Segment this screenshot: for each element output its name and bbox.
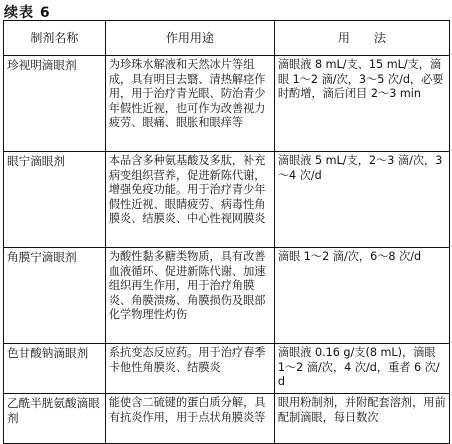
drug-usage: 滴眼液 8 mL/支、15 mL/支，滴眼 1～2 滴/次，3～5 次/d，必要时酌增，滴后闭目 2～3 min xyxy=(274,56,449,152)
drug-usage: 滴眼液 5 mL/支，2～3 滴/次，3～4 次/d xyxy=(274,152,449,248)
drug-name: 乙酰半胱氨酸滴眼剂 xyxy=(4,394,106,444)
drug-usage: 滴眼液 0.16 g/支(8 mL)，滴眼 1～2 滴/次，4 次/d，重者 6 次/d xyxy=(274,344,449,394)
table-row xyxy=(4,152,450,248)
table-row xyxy=(4,344,450,394)
drug-usage: 眼用粉制剂，并附配套溶剂，用前配制滴眼，每日数次 xyxy=(274,394,449,444)
table-title: 续表 6 xyxy=(4,5,51,21)
drug-name: 角膜宁滴眼剂 xyxy=(4,248,106,344)
header-use: 作用用途 xyxy=(105,21,274,56)
table-row xyxy=(4,248,450,344)
eye-drops-table xyxy=(3,20,450,444)
table-header-row xyxy=(4,21,450,56)
header-usage: 用 法 xyxy=(274,21,449,56)
drug-use: 能使含二硫键的蛋白质分解，具有抗炎作用，用于点状角膜炎等 xyxy=(105,394,274,444)
drug-use: 本品含多种氨基酸及多肽，补充病变组织营养，促进新陈代谢，增强免疫功能。用于治疗青少年假性近视、眼睛疲劳、病毒性角膜炎、结膜炎、中心性视网膜炎 xyxy=(105,152,274,248)
drug-name: 珍视明滴眼剂 xyxy=(4,56,106,152)
drug-name: 色甘酸钠滴眼剂 xyxy=(4,344,106,394)
drug-name: 眼宁滴眼剂 xyxy=(4,152,106,248)
header-name: 制剂名称 xyxy=(4,21,106,56)
drug-usage: 滴眼 1～2 滴/次，6～8 次/d xyxy=(274,248,449,344)
table-row xyxy=(4,394,450,444)
drug-use: 为珍珠水解液和天然冰片等组成，具有明目去翳、清热解痉作用，用于治疗青光眼、防治青少年假性近视，也可作为改善视力疲劳、眼痛、眼胀和眼痒等 xyxy=(105,56,274,152)
table-row xyxy=(4,56,450,152)
drug-use: 系抗变态反应药。用于治疗春季卡他性角膜炎、结膜炎 xyxy=(105,344,274,394)
drug-use: 为酸性黏多糖类物质，具有改善血液循环、促进新陈代谢、加速组织再生作用，用于治疗角膜炎、角膜溃疡、角膜损伤及眼部化学物理性灼伤 xyxy=(105,248,274,344)
